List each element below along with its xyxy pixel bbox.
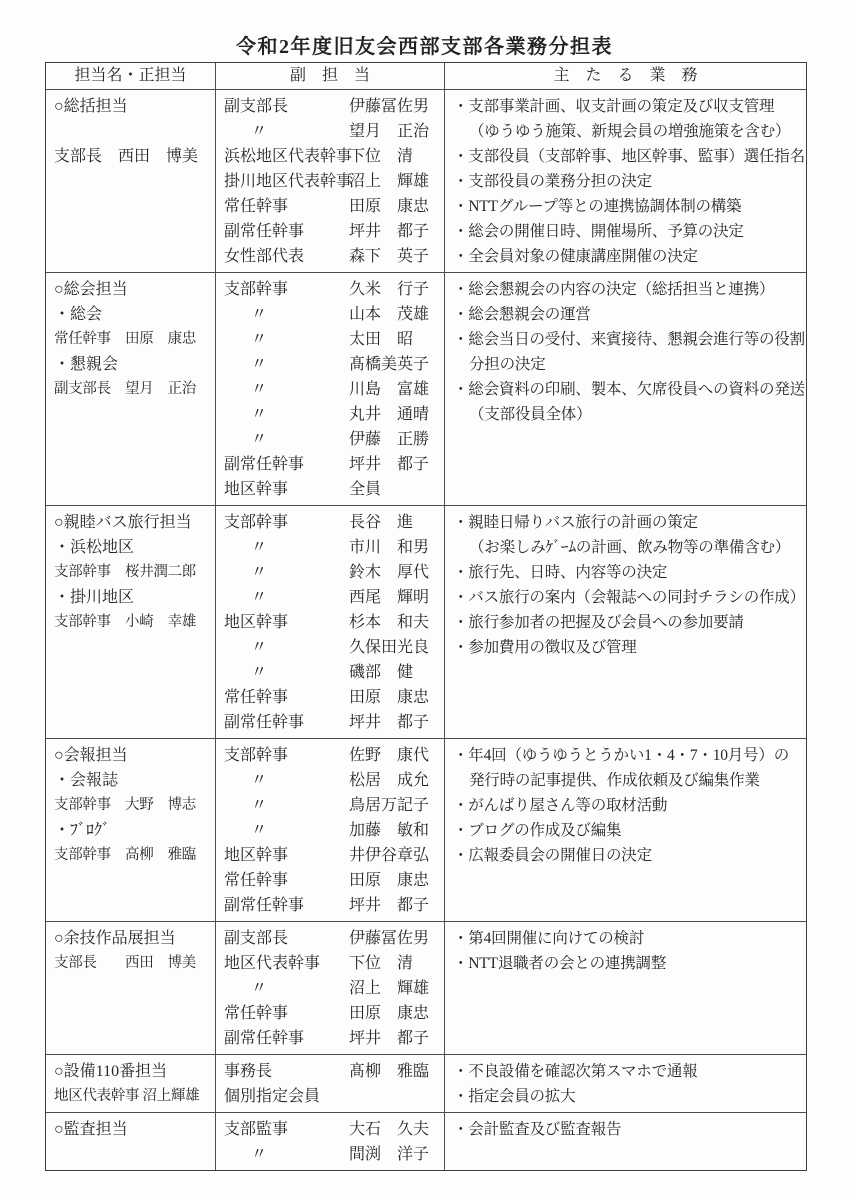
sub-role: 浜松地区代表幹事: [224, 148, 353, 165]
sub-line: [224, 610, 436, 635]
sub-role: 支部幹事: [224, 747, 289, 764]
sub-role: 個別指定会員: [224, 1088, 321, 1105]
duties-cell: [445, 90, 806, 272]
sub-role: 掛川地区代表幹事: [224, 173, 353, 190]
primary-line: [54, 660, 207, 685]
primary-cell: [46, 922, 216, 1054]
sub-name: 田原 康忠: [349, 198, 430, 215]
primary-line: 支部幹事 高柳 雅臨: [54, 847, 196, 863]
sub-line: [224, 743, 436, 768]
sub-name: 鈴木 厚代: [349, 564, 430, 581]
sub-name: 井伊谷章弘: [349, 847, 430, 864]
primary-line: 支部幹事 桜井潤二郎: [54, 564, 196, 580]
primary-line: ○余技作品展担当: [54, 930, 176, 947]
sub-role: 副支部長: [224, 98, 289, 115]
sub-name: 西尾 輝明: [349, 589, 430, 606]
ditto-mark: 〃: [251, 822, 268, 839]
duty-line: ・旅行先、日時、内容等の決定: [453, 564, 668, 581]
sub-line: [224, 1059, 436, 1084]
duty-line: ・第4回開催に向けての検討: [453, 930, 645, 947]
sub-line: [224, 1084, 436, 1109]
sub-name: 川島 富雄: [349, 381, 430, 398]
sub-role: 常任幹事: [224, 198, 289, 215]
sub-line: [224, 427, 436, 452]
sub-role: 支部監事: [224, 1121, 289, 1138]
sub-line: [224, 685, 436, 710]
ditto-mark: 〃: [251, 539, 268, 556]
duty-line: ・ブログの作成及び編集: [453, 822, 622, 839]
sub-name: 坪井 都子: [349, 897, 430, 914]
sub-line: [224, 119, 436, 144]
sub-line: [224, 535, 436, 560]
sub-line: [224, 768, 436, 793]
sub-role: 副常任幹事: [224, 223, 305, 240]
primary-line: [54, 976, 207, 1001]
sub-role: 支部幹事: [224, 514, 289, 531]
ditto-mark: 〃: [251, 980, 268, 997]
sub-line: [224, 1117, 436, 1142]
sub-name: 伊藤冨佐男: [349, 98, 430, 115]
ditto-mark: 〃: [251, 589, 268, 606]
sub-name: 田原 康忠: [349, 872, 430, 889]
duty-line: ・総会当日の受付、来賓接待、懇親会進行等の役割: [453, 331, 805, 348]
sub-line: [224, 402, 436, 427]
sub-line: [224, 635, 436, 660]
sub-name: 坪井 都子: [349, 223, 430, 240]
primary-line: [54, 868, 207, 893]
sub-cell: [216, 273, 445, 505]
duty-line: ・支部事業計画、収支計画の策定及び収支管理: [453, 98, 775, 115]
primary-line: [54, 1001, 207, 1026]
sub-name: 坪井 都子: [349, 1030, 430, 1047]
sub-line: [224, 94, 436, 119]
primary-line: 支部幹事 小崎 幸雄: [54, 614, 196, 630]
primary-line: ○親睦バス旅行担当: [54, 514, 192, 531]
sub-role: 副支部長: [224, 930, 289, 947]
ditto-mark: 〃: [251, 431, 268, 448]
primary-line: ・懇親会: [54, 356, 119, 373]
duties-cell: [445, 922, 806, 1054]
sub-name: 沼上 輝雄: [349, 980, 430, 997]
sub-role: 支部幹事: [224, 281, 289, 298]
primary-line: [54, 452, 207, 477]
sub-line: [224, 951, 436, 976]
primary-line: ・会報誌: [54, 772, 119, 789]
sub-name: 加藤 敏和: [349, 822, 430, 839]
primary-line: ○総会担当: [54, 281, 128, 298]
sub-line: [224, 1026, 436, 1051]
primary-line: 支部長 西田 博美: [54, 955, 196, 971]
sub-role: 地区幹事: [224, 614, 289, 631]
sub-name: 伊藤冨佐男: [349, 930, 430, 947]
duty-line: 発行時の記事提供、作成依頼及び編集作業: [469, 772, 760, 789]
sub-name: 全員: [349, 481, 382, 498]
duties-cell: [445, 1113, 806, 1170]
ditto-mark: 〃: [251, 1146, 268, 1163]
sub-line: [224, 452, 436, 477]
sub-line: [224, 219, 436, 244]
ditto-mark: 〃: [251, 123, 268, 140]
duty-line: ・NTTグループ等との連携協調体制の構築: [453, 198, 742, 215]
sub-line: [224, 1142, 436, 1167]
assignment-table: [45, 62, 807, 1171]
sub-line: [224, 793, 436, 818]
primary-line: [54, 893, 207, 918]
sub-role: 女性部代表: [224, 248, 305, 265]
primary-line: ○監査担当: [54, 1121, 128, 1138]
duty-line: [453, 1026, 798, 1051]
primary-line: ○会報担当: [54, 747, 128, 764]
sub-role: 地区幹事: [224, 481, 289, 498]
ditto-mark: 〃: [251, 772, 268, 789]
sub-role: 常任幹事: [224, 1005, 289, 1022]
primary-cell: [46, 1055, 216, 1112]
sub-name: 久保田光良: [349, 639, 430, 656]
ditto-mark: 〃: [251, 664, 268, 681]
table-block-row: [46, 273, 806, 506]
sub-cell: [216, 90, 445, 272]
sub-name: 髙橋美英子: [349, 356, 430, 373]
table-block-row: [46, 739, 806, 922]
sub-line: [224, 976, 436, 1001]
primary-line: [54, 477, 207, 502]
table-block-row: [46, 1113, 806, 1170]
duty-line: [453, 1001, 798, 1026]
sub-line: [224, 710, 436, 735]
primary-cell: [46, 506, 216, 738]
sub-cell: [216, 922, 445, 1054]
primary-line: 支部長 西田 博美: [54, 148, 199, 165]
duty-line: （ゆうゆう施策、新規会員の増強施策を含む）: [469, 123, 791, 140]
duty-line: [453, 976, 798, 1001]
sub-cell: [216, 739, 445, 921]
page-title: 令和2年度旧友会西部支部各業務分担表: [236, 36, 613, 58]
sub-name: 久米 行子: [349, 281, 430, 298]
sub-name: 丸井 通晴: [349, 406, 430, 423]
primary-line: ・掛川地区: [54, 589, 135, 606]
duty-line: ・旅行参加者の把握及び会員への参加要請: [453, 614, 744, 631]
sub-cell: [216, 1055, 445, 1112]
sub-name: 太田 昭: [349, 331, 414, 348]
duty-line: [453, 1142, 798, 1167]
duty-line: ・総会の開催日時、開催場所、予算の決定: [453, 223, 744, 240]
sub-name: 森下 英子: [349, 248, 430, 265]
sub-line: [224, 560, 436, 585]
duty-line: ・総会資料の印刷、製本、欠席役員への資料の発送: [453, 381, 805, 398]
sub-line: [224, 1001, 436, 1026]
sub-name: 髙柳 雅臨: [349, 1063, 430, 1080]
ditto-mark: 〃: [251, 564, 268, 581]
duty-line: ・がんばり屋さん等の取材活動: [453, 797, 668, 814]
duty-line: [453, 710, 798, 735]
sub-name: 佐野 康代: [349, 747, 430, 764]
duty-line: [453, 893, 798, 918]
duty-line: ・支部役員（支部幹事、地区幹事、監事）選任指名: [453, 148, 805, 165]
duty-line: [453, 868, 798, 893]
sub-name: 坪井 都子: [349, 714, 430, 731]
primary-line: 常任幹事 田原 康忠: [54, 331, 196, 347]
duty-line: ・参加費用の徴収及び管理: [453, 639, 637, 656]
duties-cell: [445, 1055, 806, 1112]
sub-line: [224, 377, 436, 402]
primary-line: [54, 402, 207, 427]
ditto-mark: 〃: [251, 381, 268, 398]
col-header-primary: 担当名・正担当: [46, 63, 216, 89]
primary-line: [54, 685, 207, 710]
primary-line: [54, 635, 207, 660]
ditto-mark: 〃: [251, 331, 268, 348]
duty-line: （支部役員全体）: [469, 406, 592, 423]
primary-line: 支部幹事 大野 博志: [54, 797, 196, 813]
sub-name: 沼上 輝雄: [349, 173, 430, 190]
sub-role: 常任幹事: [224, 689, 289, 706]
primary-line: ○設備110番担当: [54, 1063, 168, 1080]
sub-line: [224, 926, 436, 951]
duty-line: ・会計監査及び監査報告: [453, 1121, 622, 1138]
ditto-mark: 〃: [251, 356, 268, 373]
table-block-row: [46, 506, 806, 739]
col-header-duties: 主 た る 業 務: [553, 67, 698, 84]
sub-name: 杉本 和夫: [349, 614, 430, 631]
sub-cell: [216, 1113, 445, 1170]
sub-line: [224, 194, 436, 219]
primary-line: [54, 219, 207, 244]
sub-line: [224, 477, 436, 502]
sub-name: 鳥居万記子: [349, 797, 430, 814]
sub-role: 副常任幹事: [224, 714, 305, 731]
ditto-mark: 〃: [251, 406, 268, 423]
duty-line: [453, 452, 798, 477]
duty-line: ・不良設備を確認次第スマホで通報: [453, 1063, 698, 1080]
table-block-row: [46, 90, 806, 273]
sub-role: 副常任幹事: [224, 897, 305, 914]
duties-cell: [445, 506, 806, 738]
duty-line: 分担の決定: [469, 356, 546, 373]
duty-line: ・総会懇親会の運営: [453, 306, 591, 323]
primary-line: ・総会: [54, 306, 103, 323]
sub-role: 事務長: [224, 1063, 273, 1080]
sub-name: 望月 正治: [349, 123, 430, 140]
primary-line: [54, 427, 207, 452]
duty-line: [453, 685, 798, 710]
sub-name: 山本 茂雄: [349, 306, 430, 323]
duty-line: ・支部役員の業務分担の決定: [453, 173, 652, 190]
sub-name: 間渕 洋子: [349, 1146, 430, 1163]
sub-line: [224, 352, 436, 377]
sub-name: 市川 和男: [349, 539, 430, 556]
sub-name: 伊藤 正勝: [349, 431, 430, 448]
duty-line: ・NTT退職者の会との連携調整: [453, 955, 667, 972]
primary-line: [54, 1026, 207, 1051]
duty-line: ・指定会員の拡大: [453, 1088, 576, 1105]
sub-name: 下位 清: [349, 148, 414, 165]
sub-name: 大石 久夫: [349, 1121, 430, 1138]
duties-cell: [445, 739, 806, 921]
sub-role: 副常任幹事: [224, 1030, 305, 1047]
sub-line: [224, 302, 436, 327]
sub-cell: [216, 506, 445, 738]
sub-name: 松居 成允: [349, 772, 430, 789]
primary-line: ・浜松地区: [54, 539, 135, 556]
primary-line: [54, 194, 207, 219]
table-header-row: [46, 63, 806, 90]
sub-name: 坪井 都子: [349, 456, 430, 473]
primary-line: [54, 710, 207, 735]
primary-cell: [46, 739, 216, 921]
duty-line: ・バス旅行の案内（会報誌への同封チラシの作成）: [453, 589, 805, 606]
sub-line: [224, 843, 436, 868]
primary-line: [54, 169, 207, 194]
primary-line: 地区代表幹事 沼上輝雄: [54, 1088, 200, 1104]
primary-cell: [46, 90, 216, 272]
ditto-mark: 〃: [251, 797, 268, 814]
duty-line: [453, 660, 798, 685]
col-header-sub: 副 担 当: [216, 63, 445, 89]
sub-name: [349, 1084, 436, 1109]
primary-cell: [46, 273, 216, 505]
sub-line: [224, 244, 436, 269]
duty-line: [453, 477, 798, 502]
duties-cell: [445, 273, 806, 505]
duty-line: ・広報委員会の開催日の決定: [453, 847, 652, 864]
sub-line: [224, 169, 436, 194]
sub-line: [224, 277, 436, 302]
table-block-row: [46, 922, 806, 1055]
ditto-mark: 〃: [251, 639, 268, 656]
duty-line: ・年4回（ゆうゆうとうかい1・4・7・10月号）の: [453, 747, 790, 764]
sub-line: [224, 660, 436, 685]
table-body: [46, 90, 806, 1170]
sub-line: [224, 510, 436, 535]
sub-role: 常任幹事: [224, 872, 289, 889]
sub-line: [224, 893, 436, 918]
duty-line: ・全会員対象の健康講座開催の決定: [453, 248, 698, 265]
primary-line: [54, 1142, 207, 1167]
sub-line: [224, 868, 436, 893]
primary-line: ○総括担当: [54, 98, 128, 115]
sub-line: [224, 585, 436, 610]
primary-line: [54, 244, 207, 269]
sub-role: 地区幹事: [224, 847, 289, 864]
primary-line: ・ﾌﾞﾛｸﾞ: [54, 822, 111, 839]
sub-line: [224, 327, 436, 352]
sub-name: 下位 清: [349, 955, 414, 972]
duty-line: [453, 427, 798, 452]
duty-line: ・総会懇親会の内容の決定（総括担当と連携）: [453, 281, 775, 298]
sub-line: [224, 818, 436, 843]
duty-line: （お楽しみｹﾞｰﾑの計画、飲み物等の準備含む）: [469, 539, 791, 556]
sub-role: 副常任幹事: [224, 456, 305, 473]
ditto-mark: 〃: [251, 306, 268, 323]
primary-line: [54, 119, 207, 144]
sub-name: 磯部 健: [349, 664, 414, 681]
primary-cell: [46, 1113, 216, 1170]
sub-name: 田原 康忠: [349, 1005, 430, 1022]
sub-name: 長谷 進: [349, 514, 414, 531]
sub-role: 地区代表幹事: [224, 955, 321, 972]
duty-line: ・親睦日帰りバス旅行の計画の策定: [453, 514, 698, 531]
sub-name: 田原 康忠: [349, 689, 430, 706]
primary-line: 副支部長 望月 正治: [54, 381, 196, 397]
sub-line: [224, 144, 436, 169]
table-block-row: [46, 1055, 806, 1113]
